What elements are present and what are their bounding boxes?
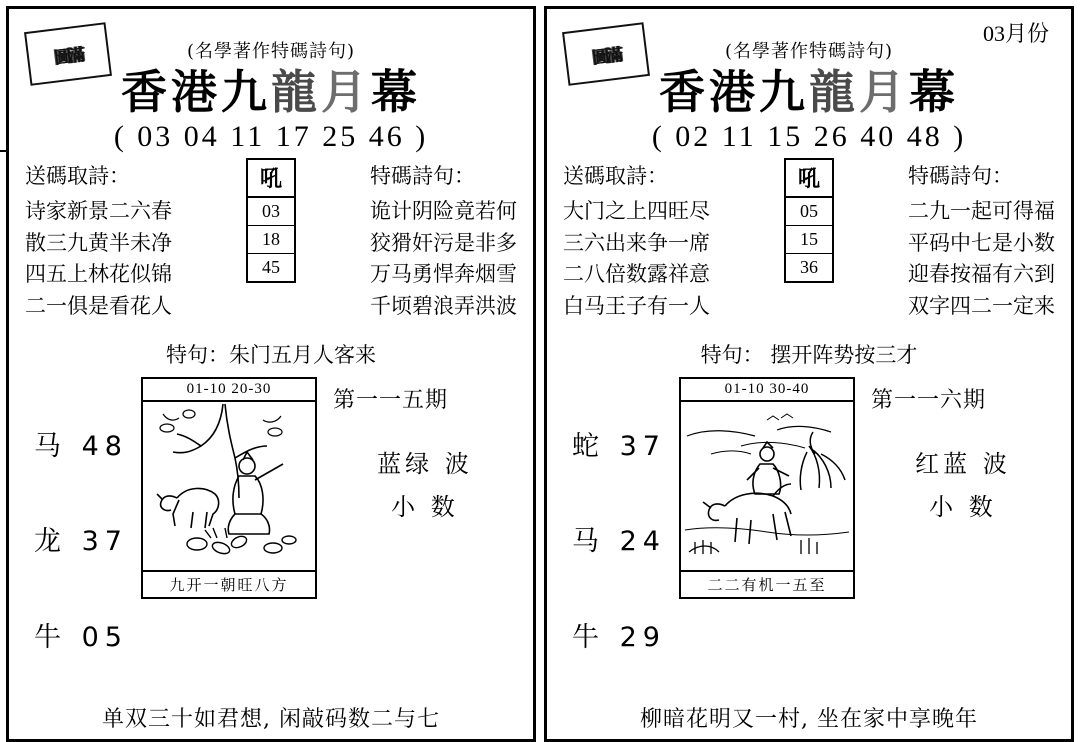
left-number-size-label: 小 数: [391, 493, 459, 522]
right-zodiac-item-2: 马 24: [572, 526, 666, 558]
right-title-part-c: 月: [859, 65, 909, 119]
left-zodiac-list: [21, 377, 141, 696]
left-footer-phrase: 单双三十如君想, 闲敲码数二与七: [102, 707, 440, 732]
left-verse-column: [370, 160, 517, 324]
right-zodiac-item-3: 牛 29: [572, 621, 666, 653]
left-poem-line-3: 四五上林花似锦: [25, 262, 172, 287]
left-code-animal: 吼: [248, 160, 294, 198]
right-verse-line-1: 二九一起可得福: [908, 198, 1055, 223]
right-verse-line-3: 迎春按福有六到: [908, 262, 1055, 287]
right-picture-frame: [679, 377, 855, 599]
seal-stamp-text: 圖滿: [53, 44, 84, 69]
right-code-number-2: 15: [786, 226, 832, 254]
right-wave-label: 红蓝 波: [915, 450, 1011, 479]
right-picture-range: 01-10 30-40: [681, 379, 853, 402]
right-panel: [544, 6, 1074, 742]
right-picture-caption: 二二有机一五至: [681, 570, 853, 597]
right-poem-line-1: 大门之上四旺尽: [563, 198, 710, 223]
left-poem-line-2: 散三九黄半未净: [25, 230, 172, 255]
left-send-header: 送碼取詩：: [25, 163, 130, 188]
right-code-number-3: 36: [800, 256, 818, 277]
right-special-phrase: 特句： 摆开阵势按三才: [700, 343, 918, 368]
left-special-phrase: 特句：朱门五月人客来: [166, 343, 376, 368]
left-middle-row: [19, 160, 523, 324]
left-verse-line-1: 诡计阴险竟若何: [370, 198, 517, 223]
left-panel: [6, 6, 536, 742]
right-number-line: ( 02 11 15 26 40 48 ): [651, 119, 967, 153]
left-number-line: ( 03 04 11 17 25 46 ): [113, 119, 429, 153]
left-bottom-row: [19, 377, 523, 696]
left-code-number-2: 18: [248, 226, 294, 254]
left-title-part-a: 香港九: [121, 65, 271, 119]
left-picture-frame: [141, 377, 317, 599]
left-picture-range: 01-10 20-30: [143, 379, 315, 402]
right-middle-row: [557, 160, 1061, 324]
left-title-part-b: 龍: [271, 65, 321, 119]
left-verse-line-4: 千顷碧浪弄洪波: [370, 294, 517, 319]
left-wave-label: 蓝绿 波: [377, 450, 473, 479]
left-picture-illustration: [143, 402, 315, 570]
left-picture-caption: 九开一朝旺八方: [143, 570, 315, 597]
left-poem-column: [25, 160, 172, 324]
left-code-box: [246, 158, 296, 283]
right-poem-line-2: 三六出来争一席: [563, 230, 710, 255]
left-poem-line-1: 诗家新景二六春: [25, 198, 172, 223]
right-footer-phrase: 柳暗花明又一村, 坐在家中享晚年: [640, 707, 978, 732]
right-zodiac-list: [559, 377, 679, 696]
right-title-part-d: 幕: [909, 65, 959, 119]
right-subtitle: (名學著作特碼詩句): [724, 41, 894, 62]
left-verse-line-2: 狡猾奸污是非多: [370, 230, 517, 255]
left-code-number-1: 03: [248, 198, 294, 226]
left-poem-line-4: 二一俱是看花人: [25, 294, 172, 319]
left-verse-line-3: 万马勇悍奔烟雪: [370, 262, 517, 287]
left-subtitle: (名學著作特碼詩句): [186, 41, 356, 62]
right-send-header: 送碼取詩：: [563, 163, 668, 188]
left-title-part-d: 幕: [371, 65, 421, 119]
left-verse-header: 特碼詩句：: [370, 163, 475, 188]
right-verse-line-2: 平码中七是小数: [908, 230, 1055, 255]
right-picture-illustration: [681, 402, 853, 570]
right-number-size-label: 小 数: [929, 493, 997, 522]
right-issue-label: 第一一六期: [871, 388, 987, 414]
month-label: 03月份: [982, 21, 1049, 46]
right-poem-line-4: 白马王子有一人: [563, 294, 710, 319]
right-verse-line-4: 双字四二一定来: [908, 294, 1055, 319]
left-title-part-c: 月: [321, 65, 371, 119]
left-code-number-3: 45: [262, 256, 280, 277]
right-title-part-b: 龍: [809, 65, 859, 119]
right-poem-line-3: 二八倍数露祥意: [563, 262, 710, 287]
right-verse-header: 特碼詩句：: [908, 163, 1013, 188]
right-title-part-a: 香港九: [659, 65, 809, 119]
right-code-box: [784, 158, 834, 283]
right-poem-column: [563, 160, 710, 324]
left-issue-label: 第一一五期: [333, 388, 449, 414]
right-info-column: [855, 377, 1059, 522]
right-verse-column: [908, 160, 1055, 324]
left-zodiac-item-1: 马 48: [34, 430, 128, 462]
seal-stamp-icon: [24, 22, 112, 86]
seal-stamp-icon-right: [562, 22, 650, 86]
seal-stamp-text-right: 圖滿: [591, 44, 622, 69]
right-code-animal: 吼: [786, 160, 832, 198]
left-info-column: [317, 377, 521, 522]
right-zodiac-item-1: 蛇 37: [572, 430, 666, 462]
left-zodiac-item-3: 牛 05: [34, 621, 128, 653]
right-bottom-row: [557, 377, 1061, 696]
left-zodiac-item-2: 龙 37: [34, 526, 128, 558]
right-code-number-1: 05: [786, 198, 832, 226]
